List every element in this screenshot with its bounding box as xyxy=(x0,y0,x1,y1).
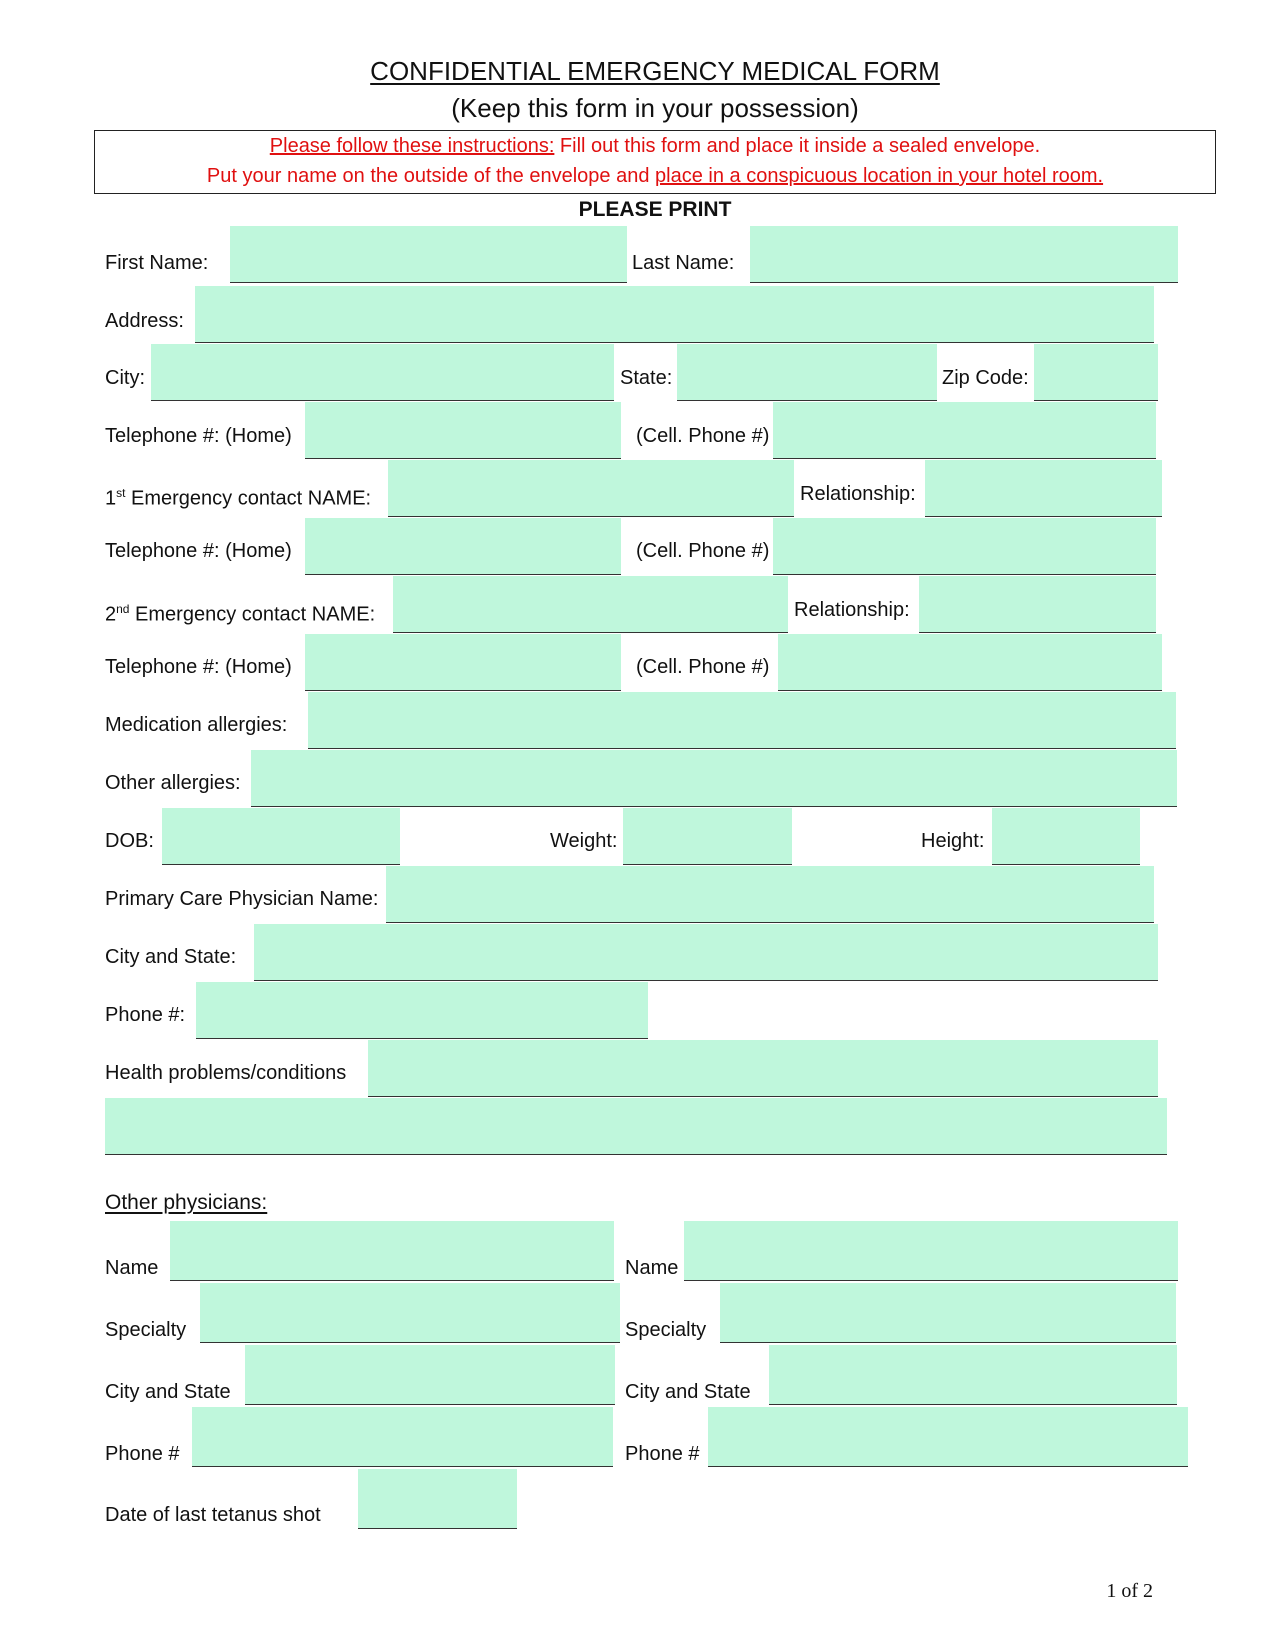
ec1-cell-field[interactable] xyxy=(773,518,1156,575)
cell-label: (Cell. Phone #) xyxy=(636,425,770,447)
other-physicians-heading: Other physicians: xyxy=(105,1191,268,1214)
form-title: CONFIDENTIAL EMERGENCY MEDICAL FORM xyxy=(370,56,940,86)
city-label: City: xyxy=(105,367,145,389)
state-field[interactable] xyxy=(677,344,937,401)
cell-field[interactable] xyxy=(773,402,1156,459)
ec1-number: 1 xyxy=(105,487,117,510)
ec1-name-label xyxy=(105,481,371,511)
med-allergies-field[interactable] xyxy=(308,692,1176,749)
ec2-number: 2 xyxy=(105,603,117,626)
phys1-city-state-label: City and State xyxy=(105,1381,231,1403)
ec2-relationship-label: Relationship: xyxy=(794,599,910,621)
phys2-city-state-label: City and State xyxy=(625,1381,751,1403)
ec1-relationship-field[interactable] xyxy=(925,460,1162,517)
first-name-field[interactable] xyxy=(230,226,627,283)
phys1-specialty-field[interactable] xyxy=(200,1283,620,1343)
ec2-text: Emergency contact NAME: xyxy=(129,603,376,626)
instructions-location: place in a conspicuous location in your hotel room. xyxy=(655,165,1104,187)
phys2-name-label: Name xyxy=(625,1257,679,1279)
ec2-ordinal: nd xyxy=(116,602,130,616)
ec2-relationship-field[interactable] xyxy=(919,576,1156,633)
other-allergies-field[interactable] xyxy=(251,750,1177,807)
other-allergies-label: Other allergies: xyxy=(105,772,241,794)
ec1-ordinal: st xyxy=(116,486,126,500)
ec1-text: Emergency contact NAME: xyxy=(125,487,372,510)
ec2-tel-home-field[interactable] xyxy=(305,634,621,691)
instructions-line1: Fill out this form and place it inside a sealed envelope. xyxy=(554,135,1041,157)
med-allergies-label: Medication allergies: xyxy=(105,714,288,736)
tetanus-label: Date of last tetanus shot xyxy=(105,1504,321,1526)
phys2-city-state-field[interactable] xyxy=(769,1345,1177,1405)
phys1-specialty-label: Specialty xyxy=(105,1319,187,1341)
tel-home-label: Telephone #: (Home) xyxy=(105,425,292,447)
phys1-name-field[interactable] xyxy=(170,1221,614,1281)
health-field-2[interactable] xyxy=(105,1098,1167,1155)
ec1-relationship-label: Relationship: xyxy=(800,483,916,505)
ec2-name-label xyxy=(105,597,375,627)
dob-label: DOB: xyxy=(105,830,154,852)
phys1-phone-field[interactable] xyxy=(192,1407,613,1467)
weight-field[interactable] xyxy=(623,808,792,865)
phys1-name-label: Name xyxy=(105,1257,159,1279)
tetanus-field[interactable] xyxy=(358,1469,517,1529)
address-field[interactable] xyxy=(195,286,1154,343)
ec1-cell-label: (Cell. Phone #) xyxy=(636,540,770,562)
phys2-name-field[interactable] xyxy=(684,1221,1178,1281)
height-label: Height: xyxy=(921,830,985,852)
health-field-1[interactable] xyxy=(368,1040,1158,1097)
please-print-label: PLEASE PRINT xyxy=(578,198,732,221)
health-label: Health problems/conditions xyxy=(105,1062,347,1084)
page-number: 1 of 2 xyxy=(1106,1580,1153,1602)
ec2-cell-field[interactable] xyxy=(778,634,1162,691)
instructions-heading: Please follow these instructions: xyxy=(269,135,555,157)
phys1-city-state-field[interactable] xyxy=(245,1345,615,1405)
ec1-name-field[interactable] xyxy=(388,460,794,517)
weight-label: Weight: xyxy=(550,830,618,852)
pcp-phone-field[interactable] xyxy=(196,982,648,1039)
pcp-name-label: Primary Care Physician Name: xyxy=(105,888,379,910)
pcp-city-state-label: City and State: xyxy=(105,946,237,968)
phys2-phone-field[interactable] xyxy=(708,1407,1188,1467)
first-name-label: First Name: xyxy=(105,252,209,274)
form-subtitle: (Keep this form in your possession) xyxy=(451,93,859,123)
phys2-phone-label: Phone # xyxy=(625,1443,700,1465)
dob-field[interactable] xyxy=(162,808,400,865)
zip-label: Zip Code: xyxy=(942,367,1029,389)
ec2-name-field[interactable] xyxy=(393,576,788,633)
ec2-cell-label: (Cell. Phone #) xyxy=(636,656,770,678)
pcp-name-field[interactable] xyxy=(386,866,1154,923)
phys2-specialty-field[interactable] xyxy=(720,1283,1176,1343)
last-name-label: Last Name: xyxy=(632,252,735,274)
pcp-city-state-field[interactable] xyxy=(254,924,1158,981)
instructions-line2: Put your name on the outside of the envelope and xyxy=(206,165,656,187)
city-field[interactable] xyxy=(151,344,614,401)
phys2-specialty-label: Specialty xyxy=(625,1319,707,1341)
last-name-field[interactable] xyxy=(750,226,1178,283)
ec1-tel-home-field[interactable] xyxy=(305,518,621,575)
pcp-phone-label: Phone #: xyxy=(105,1004,186,1026)
ec1-tel-home-label: Telephone #: (Home) xyxy=(105,540,292,562)
phys1-phone-label: Phone # xyxy=(105,1443,180,1465)
height-field[interactable] xyxy=(992,808,1140,865)
address-label: Address: xyxy=(105,310,184,332)
tel-home-field[interactable] xyxy=(305,402,621,459)
instructions-box xyxy=(94,130,1216,194)
ec2-tel-home-label: Telephone #: (Home) xyxy=(105,656,292,678)
zip-field[interactable] xyxy=(1034,344,1158,401)
state-label: State: xyxy=(620,367,673,389)
